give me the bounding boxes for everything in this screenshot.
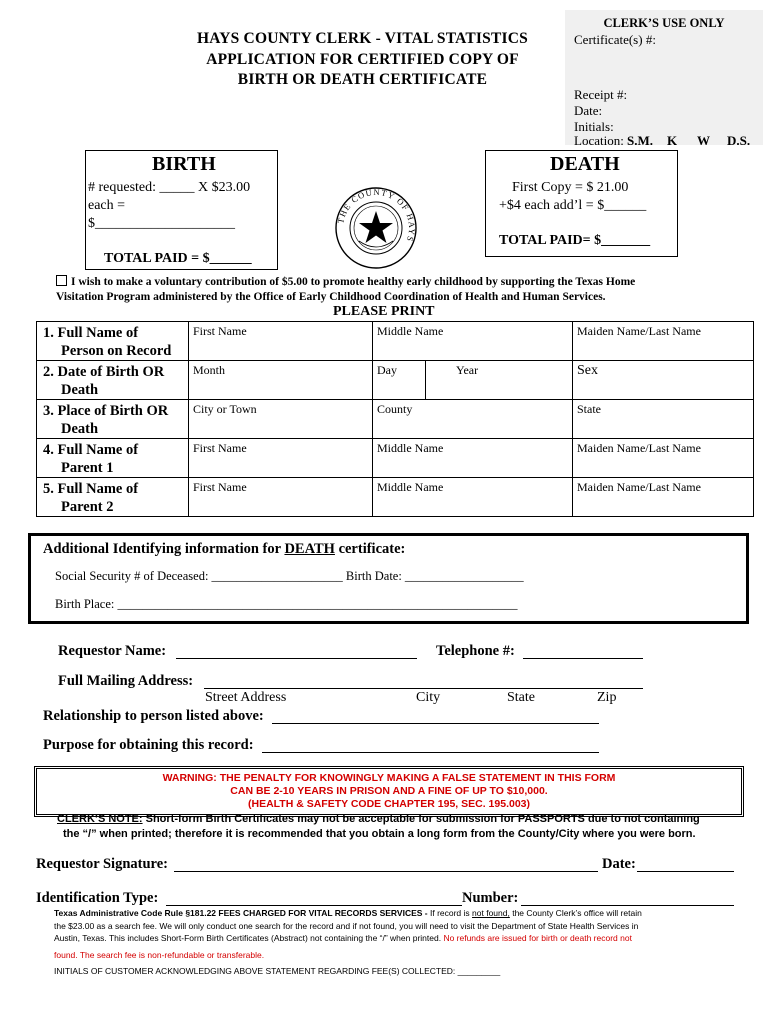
signature-date-input[interactable] [637, 871, 734, 872]
death-fee-box [485, 150, 678, 257]
record-info-table [36, 321, 754, 517]
requestor-name-label: Requestor Name: [58, 643, 167, 659]
row-label: 3. Place of Birth OR Death [37, 400, 189, 439]
requestor-signature-label: Requestor Signature: [36, 856, 168, 872]
death-each-additional[interactable]: +$4 each add’l = $______ [499, 198, 647, 213]
mailing-address-input[interactable] [204, 688, 643, 689]
identification-type-input[interactable] [166, 905, 462, 906]
street-address-caption: Street Address [205, 690, 287, 705]
seal-ring-text: THE COUNTY OF HAYS [335, 186, 418, 244]
location-sm: S.M. [627, 133, 653, 148]
birth-place-field[interactable]: Birth Place: ________________________________________________________________ [55, 597, 518, 611]
identification-type-label: Identification Type: [36, 890, 159, 906]
birth-amount-field[interactable]: $____________________ [88, 216, 235, 231]
warning-line-2: CAN BE 2-10 YEARS IN PRISON AND A FINE OF UP TO $10,000. [230, 785, 548, 797]
initials-label: Initials: [574, 119, 614, 134]
year-field[interactable]: Year [426, 361, 573, 400]
death-title: DEATH [550, 153, 620, 175]
location-label: Location: [574, 133, 624, 148]
location-k: K [667, 133, 678, 148]
city-caption: City [416, 690, 441, 705]
death-info-title: Additional Identifying information for DEATH certificate: [43, 541, 406, 557]
parent2-first-name-field[interactable]: First Name [189, 478, 373, 517]
signature-date-label: Date: [602, 856, 636, 872]
purpose-label: Purpose for obtaining this record: [43, 737, 254, 753]
fees-statement: Texas Administrative Code Rule §181.22 FEES CHARGED FOR VITAL RECORDS SERVICES - If record is not found, the County Clerk’s office will retain the $23.00 as a search fee. We will only conduct one search for the record and if not found, you will need to visit the Department of State Health Services in Austin, Texas. This includes Short-Form Birth Certificates (Abstract) not containing the “/” when printed. No refunds are issued for birth or death record not found. The search fee is non-refundable or transferable. [54, 908, 642, 960]
clerks-use-title: CLERK’S USE ONLY [603, 16, 725, 30]
requestor-signature-input[interactable] [174, 871, 598, 872]
county-seal-icon [333, 185, 419, 271]
parent1-middle-name-field[interactable]: Middle Name [373, 439, 573, 478]
mailing-address-label: Full Mailing Address: [58, 673, 194, 689]
table-row [37, 478, 754, 517]
row-label: 1. Full Name of Person on Record [37, 322, 189, 361]
purpose-input[interactable] [262, 752, 599, 753]
middle-name-field[interactable]: Middle Name [373, 322, 573, 361]
date-label: Date: [574, 103, 603, 118]
requestor-name-input[interactable] [176, 658, 417, 659]
maiden-last-name-field[interactable]: Maiden Name/Last Name [573, 322, 754, 361]
row-label: 4. Full Name of Parent 1 [37, 439, 189, 478]
zip-caption: Zip [597, 690, 617, 705]
certificates-label: Certificate(s) #: [574, 32, 656, 47]
row-label: 2. Date of Birth OR Death [37, 361, 189, 400]
birth-fee-box [85, 150, 278, 270]
death-additional-info-box [28, 533, 749, 624]
relationship-input[interactable] [272, 723, 599, 724]
clerks-note: CLERK’S NOTE: Short-form Birth Certificates may not be acceptable for submission for PASSPORTS due to not containing the “/” when printed; therefore it is recommended that you obtain a long form from the County/City where you were born. [57, 813, 700, 840]
birth-total-paid[interactable]: TOTAL PAID = $______ [104, 251, 252, 266]
please-print-heading: PLEASE PRINT [333, 304, 435, 319]
state-caption: State [507, 690, 535, 705]
table-row [37, 439, 754, 478]
death-total-paid[interactable]: TOTAL PAID= $_______ [499, 233, 651, 248]
table-row [37, 400, 754, 439]
death-first-copy: First Copy = $ 21.00 [512, 180, 629, 195]
birth-each: each = [88, 198, 126, 213]
parent2-last-name-field[interactable]: Maiden Name/Last Name [573, 478, 754, 517]
warning-line-1: WARNING: THE PENALTY FOR KNOWINGLY MAKING A FALSE STATEMENT IN THIS FORM [162, 772, 616, 784]
row-label: 5. Full Name of Parent 2 [37, 478, 189, 517]
form-title-line-3: BIRTH OR DEATH CERTIFICATE [237, 71, 488, 88]
contribution-line-2: Visitation Program administered by the Office of Early Childhood Coordination of Health and Human Services. [56, 291, 606, 303]
location-ds: D.S. [727, 133, 751, 148]
county-field[interactable]: County [373, 400, 573, 439]
telephone-label: Telephone #: [436, 643, 515, 659]
relationship-label: Relationship to person listed above: [43, 708, 264, 724]
birth-requested[interactable]: # requested: _____ X $23.00 [88, 180, 251, 195]
contribution-checkbox[interactable] [56, 275, 67, 286]
table-row [37, 361, 754, 400]
city-town-field[interactable]: City or Town [189, 400, 373, 439]
contribution-line-1: I wish to make a voluntary contribution of $5.00 to promote healthy early childhood by supporting the Texas Home [71, 276, 636, 288]
table-row [37, 322, 754, 361]
day-field[interactable]: Day [373, 361, 426, 400]
month-field[interactable]: Month [189, 361, 373, 400]
sex-field[interactable]: Sex [573, 361, 754, 400]
id-number-input[interactable] [521, 905, 734, 906]
form-title-line-1: HAYS COUNTY CLERK - VITAL STATISTICS [197, 30, 528, 47]
parent1-first-name-field[interactable]: First Name [189, 439, 373, 478]
clerks-use-only-box [565, 10, 763, 148]
clerks-note-label: CLERK’S NOTE: [57, 813, 143, 825]
receipt-label: Receipt #: [574, 87, 628, 102]
initials-acknowledgement[interactable]: INITIALS OF CUSTOMER ACKNOWLEDGING ABOVE STATEMENT REGARDING FEE(S) COLLECTED: _________ [54, 966, 501, 976]
parent1-last-name-field[interactable]: Maiden Name/Last Name [573, 439, 754, 478]
location-w: W [697, 133, 710, 148]
warning-line-3: (HEALTH & SAFETY CODE CHAPTER 195, SEC. 195.003) [247, 798, 530, 810]
state-field[interactable]: State [573, 400, 754, 439]
birth-title: BIRTH [152, 153, 216, 175]
first-name-field[interactable]: First Name [189, 322, 373, 361]
ssn-birthdate-field[interactable]: Social Security # of Deceased: _____________________ Birth Date: ___________________ [55, 569, 524, 583]
parent2-middle-name-field[interactable]: Middle Name [373, 478, 573, 517]
penalty-warning-box [34, 766, 744, 817]
telephone-input[interactable] [523, 658, 643, 659]
id-number-label: Number: [462, 890, 519, 906]
form-title-line-2: APPLICATION FOR CERTIFIED COPY OF [206, 51, 519, 68]
contribution-statement [56, 275, 756, 305]
